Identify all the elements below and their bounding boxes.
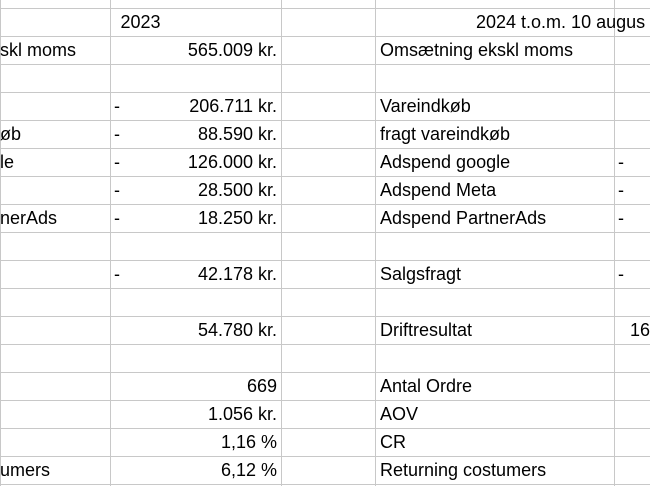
- grid-vline: [281, 0, 282, 486]
- right-value-cell[interactable]: [630, 36, 650, 64]
- left-label-cell[interactable]: [0, 372, 108, 400]
- left-value-cell[interactable]: [136, 344, 277, 372]
- left-label-cell[interactable]: [0, 316, 108, 344]
- right-sign-cell[interactable]: -: [618, 180, 624, 200]
- left-value-cell[interactable]: 42.178 kr.: [197, 264, 277, 284]
- left-sign-cell[interactable]: [114, 232, 134, 260]
- right-label-cell[interactable]: Adspend google: [380, 152, 511, 172]
- right-value-cell[interactable]: [630, 288, 650, 316]
- left-value-cell[interactable]: 565.009 kr.: [187, 40, 277, 60]
- right-sign-cell[interactable]: -: [618, 152, 624, 172]
- right-label-cell[interactable]: CR: [380, 432, 406, 452]
- left-value-cell[interactable]: 6,12 %: [220, 460, 277, 480]
- year-2024-header[interactable]: 2024 t.o.m. 10 augus: [476, 12, 646, 32]
- right-sign-cell[interactable]: -: [618, 264, 624, 284]
- left-label-cell[interactable]: [0, 176, 108, 204]
- left-value-cell[interactable]: 1.056 kr.: [207, 404, 277, 424]
- left-value-cell[interactable]: 54.780 kr.: [197, 320, 277, 340]
- left-sign-cell[interactable]: [114, 288, 134, 316]
- right-label-cell[interactable]: Salgsfragt: [380, 264, 462, 284]
- left-sign-cell[interactable]: -: [114, 208, 120, 228]
- left-sign-cell[interactable]: -: [114, 180, 120, 200]
- right-value-cell[interactable]: [630, 148, 650, 176]
- left-label-cell[interactable]: øb: [0, 124, 22, 144]
- left-sign-cell[interactable]: -: [114, 96, 120, 116]
- left-value-cell[interactable]: [136, 232, 277, 260]
- left-sign-cell[interactable]: [114, 64, 134, 92]
- left-value-cell[interactable]: 669: [246, 376, 277, 396]
- right-sign-cell[interactable]: -: [618, 208, 624, 228]
- left-label-cell[interactable]: [0, 64, 108, 92]
- right-label-cell[interactable]: Adspend Meta: [380, 180, 497, 200]
- right-value-cell[interactable]: [630, 232, 650, 260]
- right-value-cell[interactable]: [630, 428, 650, 456]
- left-sign-cell[interactable]: -: [114, 152, 120, 172]
- right-value-cell[interactable]: [630, 120, 650, 148]
- right-label-cell[interactable]: [380, 288, 610, 316]
- right-value-cell[interactable]: [630, 92, 650, 120]
- left-value-cell[interactable]: [136, 64, 277, 92]
- grid-vline: [110, 0, 111, 486]
- left-sign-cell[interactable]: [114, 400, 134, 428]
- grid-vline: [375, 0, 376, 486]
- right-label-cell[interactable]: [380, 344, 610, 372]
- grid-hline: [0, 484, 650, 485]
- left-value-cell[interactable]: 88.590 kr.: [197, 124, 277, 144]
- left-label-cell[interactable]: skl moms: [0, 40, 76, 60]
- left-label-cell[interactable]: [0, 232, 108, 260]
- left-sign-cell[interactable]: [114, 316, 134, 344]
- right-label-cell[interactable]: [380, 232, 610, 260]
- left-value-cell[interactable]: 18.250 kr.: [197, 208, 277, 228]
- left-label-cell[interactable]: [0, 92, 108, 120]
- left-sign-cell[interactable]: -: [114, 124, 120, 144]
- left-label-cell[interactable]: [0, 400, 108, 428]
- left-sign-cell[interactable]: [114, 372, 134, 400]
- left-label-cell[interactable]: [0, 428, 108, 456]
- left-sign-cell[interactable]: [114, 36, 134, 64]
- left-sign-cell[interactable]: [114, 428, 134, 456]
- left-value-cell[interactable]: 126.000 kr.: [187, 152, 277, 172]
- right-value-cell[interactable]: [630, 204, 650, 232]
- right-value-cell[interactable]: [630, 456, 650, 484]
- right-label-cell[interactable]: Omsætning ekskl moms: [380, 40, 574, 60]
- left-sign-cell[interactable]: [114, 344, 134, 372]
- left-label-cell[interactable]: [0, 288, 108, 316]
- right-label-cell[interactable]: Adspend PartnerAds: [380, 208, 547, 228]
- right-label-cell[interactable]: Driftresultat: [380, 320, 473, 340]
- grid-vline: [614, 0, 615, 486]
- right-label-cell[interactable]: Returning costumers: [380, 460, 547, 480]
- left-label-cell[interactable]: umers: [0, 460, 51, 480]
- left-value-cell[interactable]: [136, 288, 277, 316]
- left-value-cell[interactable]: 206.711 kr.: [189, 96, 277, 116]
- left-value-cell[interactable]: 28.500 kr.: [197, 180, 277, 200]
- right-value-cell[interactable]: [630, 64, 650, 92]
- right-value-cell[interactable]: [630, 400, 650, 428]
- right-value-cell[interactable]: 16: [630, 320, 650, 340]
- right-value-cell[interactable]: [630, 344, 650, 372]
- right-label-cell[interactable]: AOV: [380, 404, 419, 424]
- right-value-cell[interactable]: [630, 260, 650, 288]
- left-value-cell[interactable]: 1,16 %: [220, 432, 277, 452]
- left-sign-cell[interactable]: [114, 456, 134, 484]
- right-label-cell[interactable]: [380, 64, 610, 92]
- right-label-cell[interactable]: fragt vareindkøb: [380, 124, 511, 144]
- right-value-cell[interactable]: [630, 372, 650, 400]
- left-label-cell[interactable]: nerAds: [0, 208, 58, 228]
- year-2023-header[interactable]: 2023: [120, 12, 161, 32]
- left-sign-cell[interactable]: -: [114, 264, 120, 284]
- left-label-cell[interactable]: [0, 344, 108, 372]
- left-label-cell[interactable]: [0, 260, 108, 288]
- left-label-cell[interactable]: le: [0, 152, 15, 172]
- right-value-cell[interactable]: [630, 176, 650, 204]
- right-label-cell[interactable]: Antal Ordre: [380, 376, 473, 396]
- right-label-cell[interactable]: Vareindkøb: [380, 96, 471, 116]
